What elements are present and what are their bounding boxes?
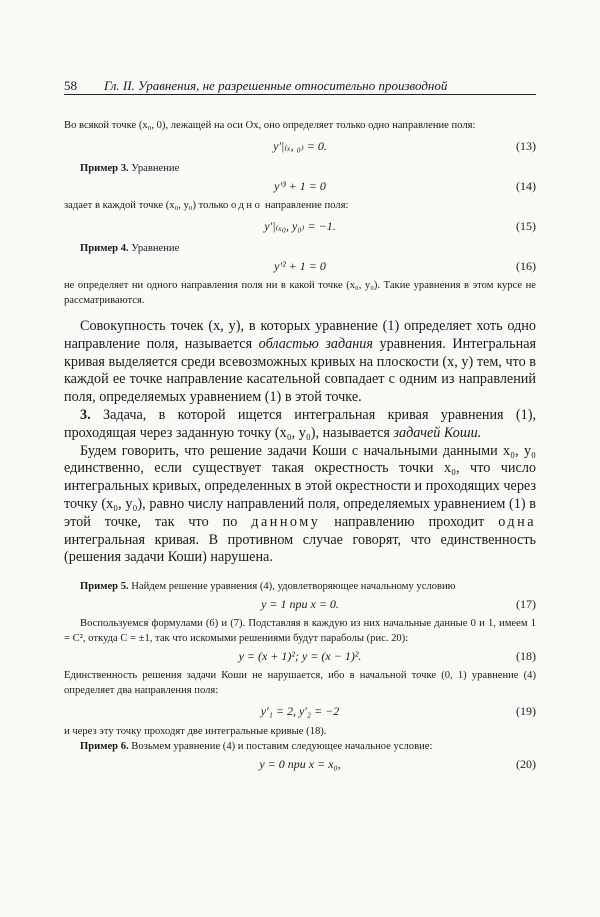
spaced-word-given: данному	[251, 513, 321, 530]
equation-16-number: (16)	[516, 259, 536, 273]
equation-19-number: (19)	[516, 704, 536, 719]
term-domain: областью задания	[258, 335, 373, 352]
example-3-text: Уравнение	[131, 163, 180, 174]
equation-14-number: (14)	[516, 179, 536, 193]
equation-15-number: (15)	[516, 219, 536, 233]
example-6-label: Пример 6.	[80, 741, 129, 753]
term-cauchy: задачей Коши.	[393, 424, 482, 441]
equation-16	[64, 256, 536, 278]
example-4-label: Пример 4.	[80, 243, 129, 254]
chapter-title: Гл. II. Уравнения, не разрешенные относительно производной	[104, 78, 448, 93]
equation-18-number: (18)	[516, 649, 536, 664]
example-4	[64, 241, 536, 256]
equation-19-formula: y′₁ = 2, y′₂ = −2	[260, 704, 340, 719]
paragraph-cauchy-text: Задача, в которой ищется интегральная кривая уравнения (1), проходящая через заданную точку (x₀, y₀), называется	[64, 406, 536, 441]
paragraph-5: Единственность решения задачи Коши не нарушается, ибо в начальной точке (0, 1) уравнение (4) определяет два направления поля:	[64, 670, 536, 697]
equation-17-formula: y = 1 при x = 0.	[261, 597, 339, 612]
paragraph-2-start: задает в каждой точке (x₀, y₀) только	[64, 200, 229, 211]
example-3	[64, 161, 536, 176]
example-6-text: Возьмем уравнение (4) и поставим следующее начальное условие:	[131, 741, 433, 753]
book-page	[64, 78, 536, 776]
equation-14-formula: y′³ + 1 = 0	[274, 179, 326, 193]
equation-14	[64, 176, 536, 198]
paragraph-4: Воспользуемся формулами (6) и (7). Подставляя в каждую из них начальные данные 0 и 1, имеем 1 = C², откуда C = ±1, так что искомыми решениями будут параболы (рис. 20):	[64, 618, 536, 645]
section-number: 3.	[80, 406, 91, 423]
running-header	[64, 78, 536, 95]
paragraph-1: Во всякой точке (x₀, 0), лежащей на оси Ox, оно определяет только одно направление поля:	[64, 120, 476, 131]
equation-20-number: (20)	[516, 757, 536, 772]
equation-13-number: (13)	[516, 139, 536, 153]
paragraph-uniqueness-start: Будем говорить, что решение задачи Коши с начальными данными x₀, y₀ единственно, если существует такая окрестность точки x₀, что число интегральных кривых, определенных в этой окрестности и проходящих через точку (x₀, y₀), равно числу направлений поля, определяемых уравнением (1) в этой точке, так что по	[64, 442, 536, 530]
equation-20	[64, 754, 536, 776]
paragraph-3: не определяет ни одного направления поля ни в какой точке (x₀, y₀). Такие уравнения в этом курсе не рассматриваются.	[64, 280, 536, 306]
paragraph-uniqueness	[64, 443, 536, 568]
example-5-label: Пример 5.	[80, 581, 129, 593]
equation-19	[64, 698, 536, 724]
example-5	[64, 579, 536, 594]
paragraph-domain-start: Совокупность точек (x, y), в которых уравнение (1) определяет хоть одно направление поля, называется	[64, 318, 536, 352]
equation-17	[64, 594, 536, 616]
equation-13	[64, 133, 536, 159]
equation-20-formula: y = 0 при x = x₀,	[259, 757, 341, 772]
equation-16-formula: y′² + 1 = 0	[274, 259, 326, 273]
equation-18	[64, 646, 536, 668]
paragraph-uniqueness-end: интегральная кривая. В противном случае говорят, что единственность (решения задачи Коши) нарушена.	[64, 531, 536, 566]
paragraph-cauchy	[64, 407, 536, 443]
paragraph-domain-end: уравнения. Интегральная кривая выделяется среди всевозможных кривых на плоскости (x, y) тем, что в каждой ее точке направление касательной совпадает с одним из направлений поля, определяемых уравнением (1) в этой точке.	[64, 335, 537, 406]
example-6	[64, 739, 536, 754]
equation-13-formula: y′|₍ₓ, ₀₎ = 0.	[273, 139, 327, 153]
equation-17-number: (17)	[516, 597, 536, 612]
spaced-word-one: одна	[498, 513, 536, 530]
equation-15-formula: y′|₍ₓ₀, y₀₎ = −1.	[264, 219, 336, 233]
paragraph-6: и через эту точку проходят две интегральные кривые (18).	[64, 726, 327, 738]
paragraph-2-end: направление поля:	[265, 200, 349, 211]
example-5-text: Найдем решение уравнения (4), удовлетворяющее начальному условию	[131, 581, 456, 593]
page-number: 58	[64, 78, 77, 93]
paragraph-2-spaced: одно	[231, 200, 263, 211]
equation-15	[64, 213, 536, 239]
paragraph-2	[64, 198, 536, 213]
paragraph-uniqueness-mid: направлению проходит	[334, 513, 485, 530]
equation-18-formula: y = (x + 1)²; y = (x − 1)².	[238, 649, 362, 664]
paragraph-domain	[64, 318, 536, 407]
example-4-text: Уравнение	[131, 243, 180, 254]
example-3-label: Пример 3.	[80, 163, 129, 174]
